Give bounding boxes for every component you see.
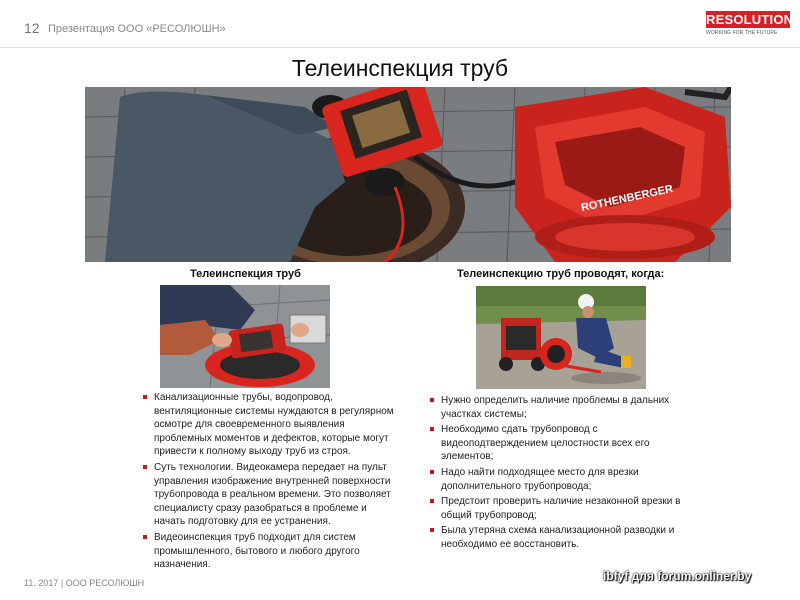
inspection-photo-left	[160, 285, 330, 388]
forum-watermark: ibfyf для forum.onliner.by	[603, 569, 752, 583]
list-item: Суть технологии. Видеокамера передает на пульт управления изображение внутренней поверхности трубопровода в реальном времени. Это позволяет специалисту сразу разобраться в проблеме и начать подготовку для ее устранения.	[142, 461, 397, 529]
left-bullet-list	[142, 391, 397, 574]
rothenberger-brand: ROTHENBERGER	[580, 183, 675, 215]
list-item: Канализационные трубы, водопровод, вентиляционные системы нуждаются в регулярном осмотре для своевременного выявления проблемных моментов и дефектов, которые могут привести к полному выходу труб из строя.	[142, 391, 397, 459]
resolution-logo: RESOLUTION	[706, 12, 794, 27]
list-item: Надо найти подходящее место для врезки дополнительного трубопровода;	[429, 466, 691, 493]
list-item: Предстоит проверить наличие незаконной врезки в общий трубопровод;	[429, 495, 691, 522]
inspection-photo-right	[476, 286, 646, 389]
logo-tagline: WORKING FOR THE FUTURE	[706, 30, 778, 36]
header-divider	[0, 47, 800, 48]
page-number: 12	[24, 20, 40, 36]
hero-photo	[85, 87, 731, 262]
right-bullet-list	[429, 394, 691, 554]
left-heading: Телеинспекция труб	[190, 268, 301, 280]
list-item: Видеоинспекция труб подходит для систем промышленного, бытового и любого другого назначения.	[142, 531, 397, 572]
slide-title: Телеинспекция труб	[291, 55, 509, 81]
right-heading: Телеинспекцию труб проводят, когда:	[457, 268, 665, 280]
list-item: Нужно определить наличие проблемы в дальних участках системы;	[429, 394, 691, 421]
slide-footer: 11. 2017 | ООО РЕСОЛЮШН	[24, 578, 145, 588]
presentation-title: Презентация ООО «РЕСОЛЮШН»	[48, 23, 226, 35]
slide-header	[0, 0, 800, 50]
list-item: Была утеряна схема канализационной разводки и необходимо ее восстановить.	[429, 524, 691, 551]
list-item: Необходимо сдать трубопровод с видеоподтверждением целостности всех его элементов;	[429, 423, 691, 464]
